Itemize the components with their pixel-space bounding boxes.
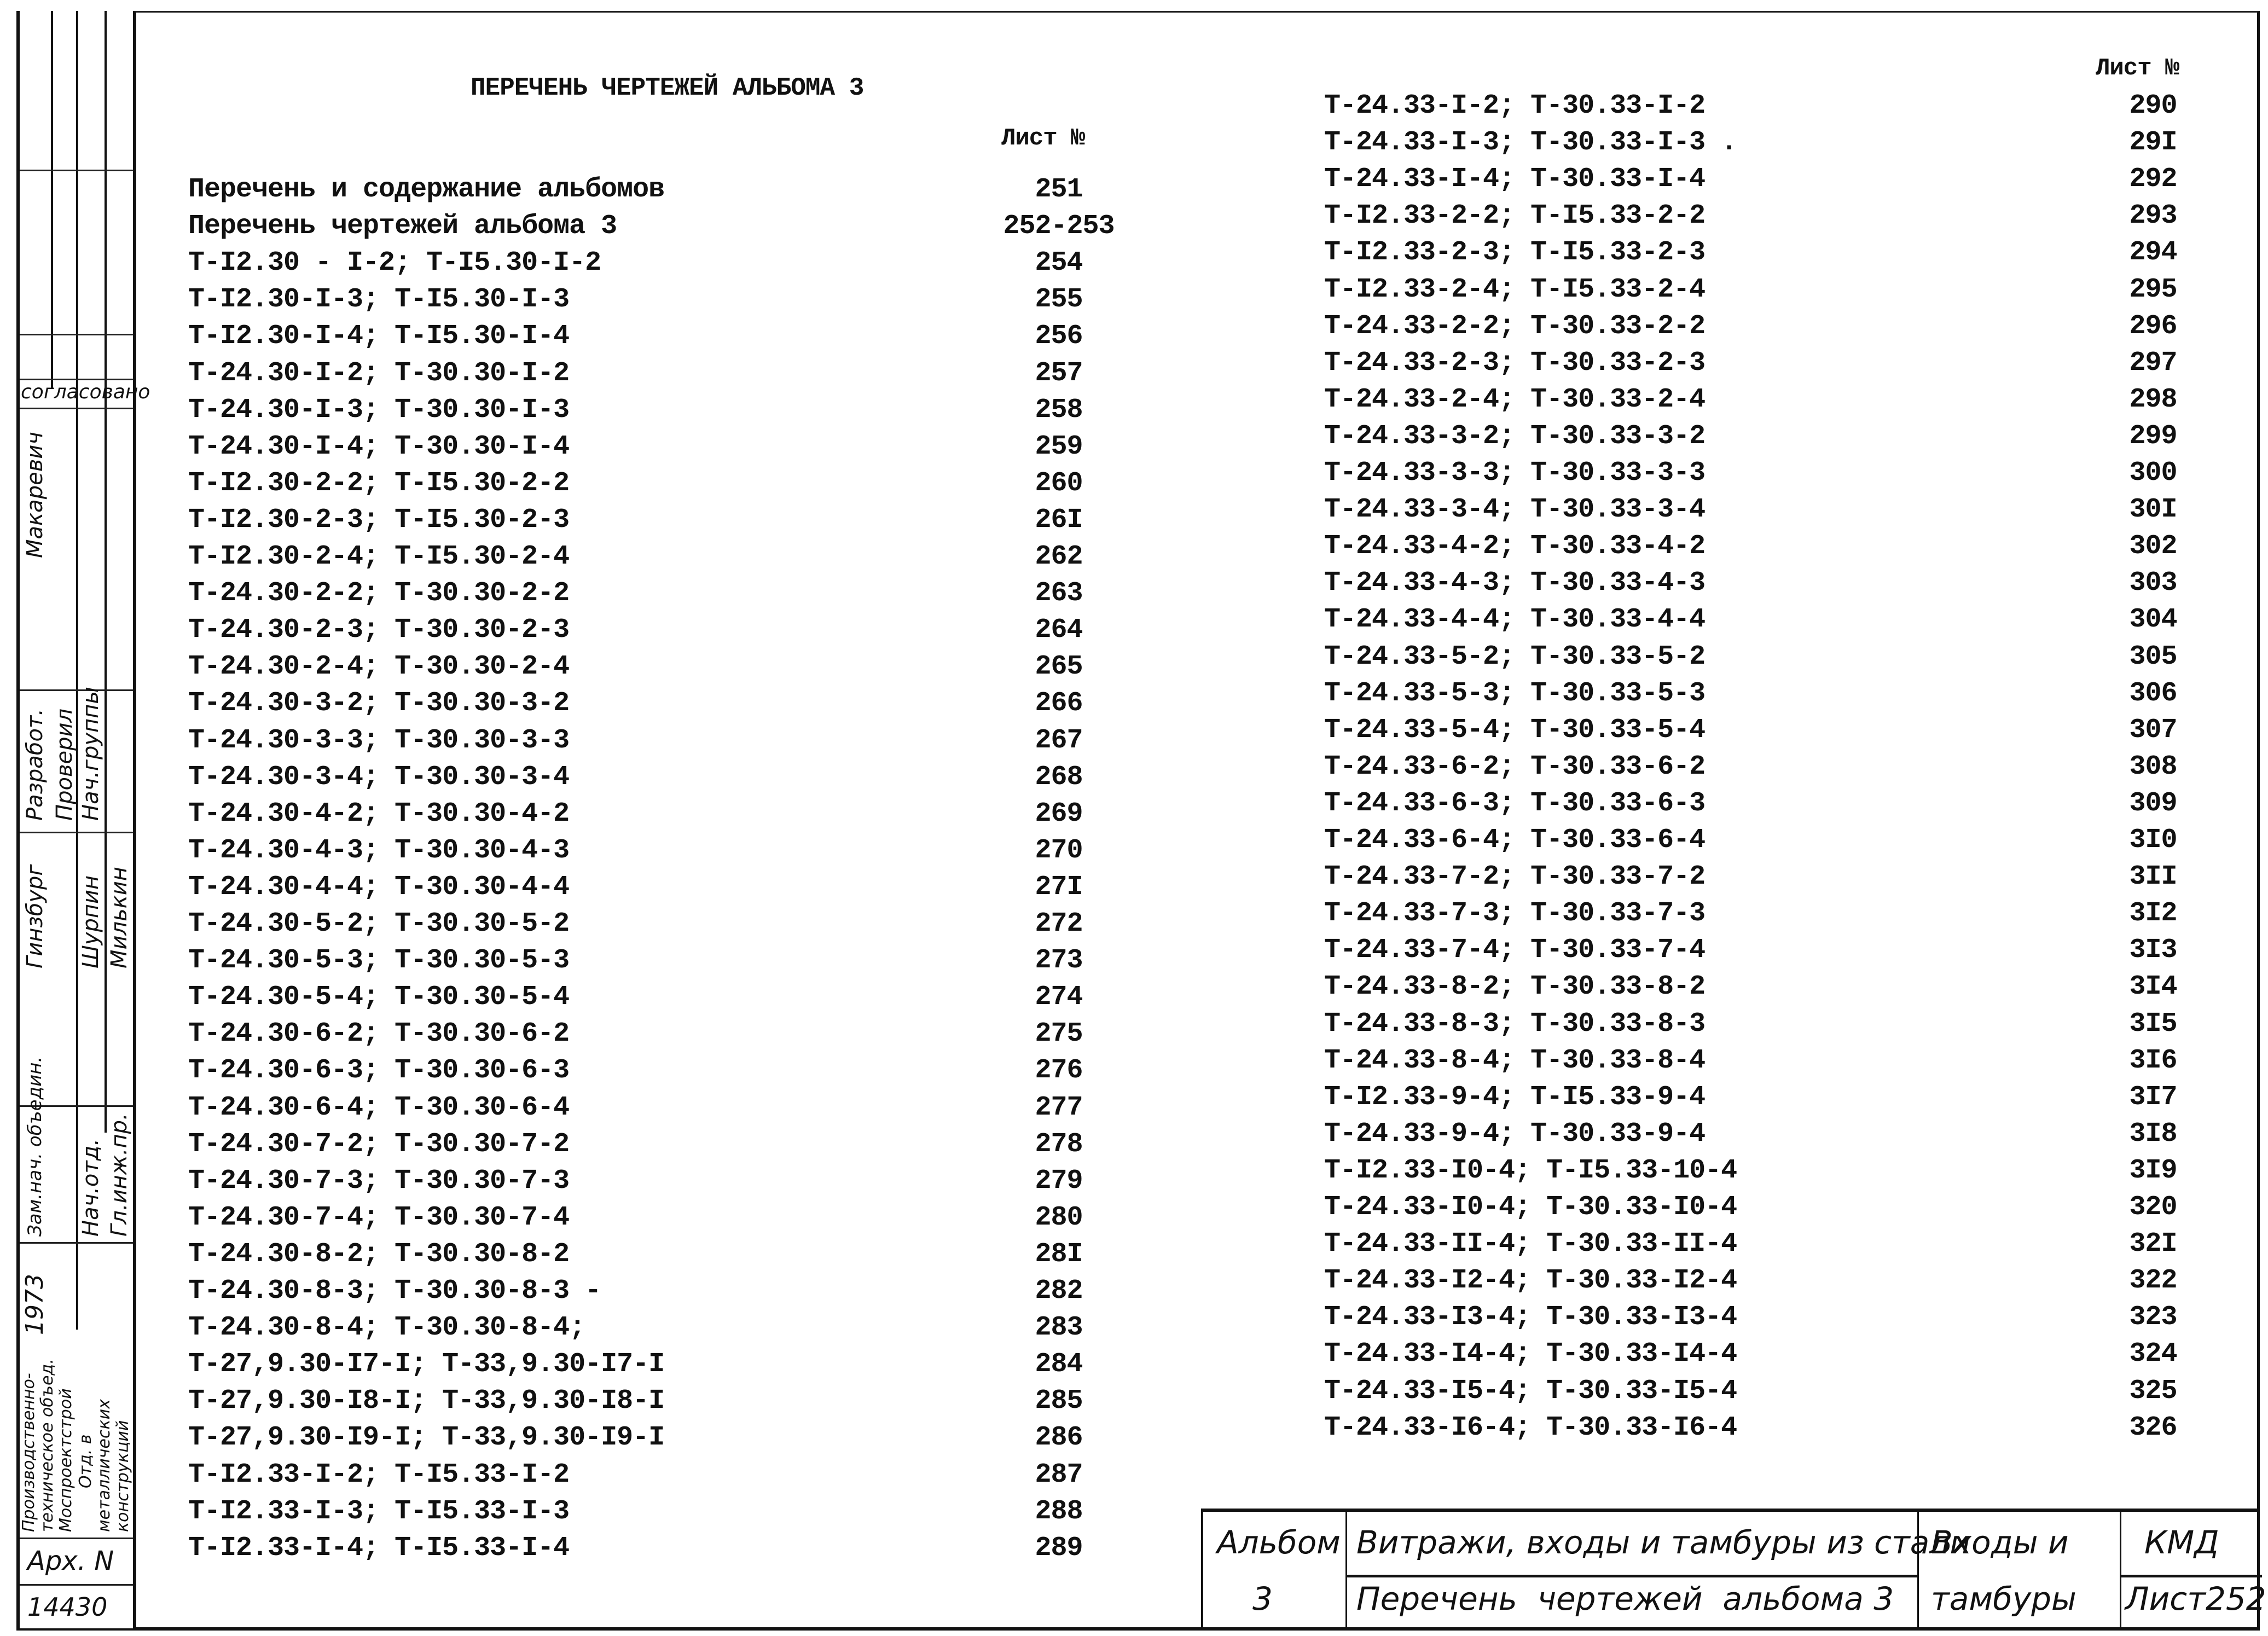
drawing-entry-sheet: 306 bbox=[2129, 677, 2177, 709]
drawing-entry-name: Т-24.33-I-3; Т-30.33-I-3 . bbox=[1324, 127, 1737, 159]
drawing-entry-sheet: 3I0 bbox=[2129, 825, 2177, 856]
divider bbox=[20, 379, 135, 380]
drawing-entry-name: Перечень и содержание альбомов bbox=[188, 174, 665, 205]
drawing-entry-sheet: 323 bbox=[2129, 1302, 2177, 1333]
org-line: Моспроектстрой bbox=[56, 1388, 76, 1532]
drawing-entry-name: Т-24.33-5-4; Т-30.33-5-4 bbox=[1324, 714, 1706, 746]
drawing-entry-name: Т-I2.33-I-4; Т-I5.33-I-4 bbox=[188, 1532, 570, 1564]
drawing-entry-sheet: 285 bbox=[1035, 1385, 1083, 1417]
dept-line: Отд. в bbox=[76, 1434, 95, 1488]
drawing-entry-name: Т-27,9.30-I9-I; Т-33,9.30-I9-I bbox=[188, 1422, 665, 1454]
drawing-entry-name: Т-24.30-2-4; Т-30.30-2-4 bbox=[188, 651, 570, 683]
drawing-entry-name: Т-24.30-3-3; Т-30.30-3-3 bbox=[188, 724, 570, 756]
drawing-entry-name: Т-24.30-7-2; Т-30.30-7-2 bbox=[188, 1128, 570, 1160]
drawing-entry-name: Т-I2.30-2-4; Т-I5.30-2-4 bbox=[188, 541, 570, 572]
drawing-entry-name: Т-24.30-8-2; Т-30.30-8-2 bbox=[188, 1238, 570, 1270]
drawing-entry-name: Т-24.33-4-4; Т-30.33-4-4 bbox=[1324, 604, 1706, 636]
drawing-entry-sheet: 267 bbox=[1035, 724, 1083, 756]
drawing-entry-name: Т-24.33-II-4; Т-30.33-II-4 bbox=[1324, 1228, 1737, 1260]
drawing-entry-sheet: 252-253 bbox=[1003, 211, 1115, 242]
drawing-entry-name: Т-I2.30-I-4; Т-I5.30-I-4 bbox=[188, 321, 570, 352]
drawing-entry-sheet: 298 bbox=[2129, 384, 2177, 415]
divider bbox=[1345, 1575, 1917, 1577]
drawing-entry-name: Т-24.30-2-2; Т-30.30-2-2 bbox=[188, 578, 570, 610]
name: Милькин bbox=[107, 867, 132, 968]
drawing-entry-sheet: 3I2 bbox=[2129, 898, 2177, 930]
divider bbox=[20, 832, 135, 833]
drawing-entry-sheet: 265 bbox=[1035, 651, 1083, 683]
year: 1973 bbox=[21, 1274, 49, 1335]
drawing-entry-name: Т-24.33-7-2; Т-30.33-7-2 bbox=[1324, 861, 1706, 893]
sheet-title: Перечень чертежей альбома 3 bbox=[1356, 1580, 1894, 1617]
drawing-entry-name: Т-24.33-I3-4; Т-30.33-I3-4 bbox=[1324, 1302, 1737, 1333]
drawing-entry-sheet: 279 bbox=[1035, 1165, 1083, 1197]
drawing-entry-sheet: 324 bbox=[2129, 1338, 2177, 1370]
drawing-entry-name: Т-24.33-I4-4; Т-30.33-I4-4 bbox=[1324, 1338, 1737, 1370]
series-title: Витражи, входы и тамбуры из стали bbox=[1356, 1524, 1971, 1561]
drawing-entry-sheet: 269 bbox=[1035, 798, 1083, 829]
drawing-entry-name: Т-24.33-I6-4; Т-30.33-I6-4 bbox=[1324, 1412, 1737, 1443]
divider bbox=[20, 408, 135, 409]
drawing-entry-name: Перечень чертежей альбома 3 bbox=[188, 211, 617, 242]
drawing-entry-name: Т-24.30-7-4; Т-30.30-7-4 bbox=[188, 1202, 570, 1233]
drawing-entry-name: Т-I2.30-I-3; Т-I5.30-I-3 bbox=[188, 284, 570, 316]
drawing-entry-name: Т-24.30-I-3; Т-30.30-I-3 bbox=[188, 394, 570, 426]
drawing-entry-sheet: 3I9 bbox=[2129, 1155, 2177, 1186]
drawing-entry-sheet: 299 bbox=[2129, 420, 2177, 452]
divider bbox=[2120, 1512, 2121, 1631]
drawing-entry-name: Т-24.33-6-4; Т-30.33-6-4 bbox=[1324, 825, 1706, 856]
drawing-entry-sheet: 273 bbox=[1035, 945, 1083, 977]
drawing-entry-sheet: 280 bbox=[1035, 1202, 1083, 1233]
album-label: Альбом bbox=[1217, 1524, 1341, 1561]
drawing-entry-name: Т-24.30-5-4; Т-30.30-5-4 bbox=[188, 982, 570, 1013]
drawing-entry-name: Т-24.33-8-2; Т-30.33-8-2 bbox=[1324, 971, 1706, 1003]
drawing-entry-sheet: 30I bbox=[2129, 494, 2177, 526]
drawing-entry-sheet: 290 bbox=[2129, 90, 2177, 121]
drawing-entry-name: Т-24.33-6-2; Т-30.33-6-2 bbox=[1324, 751, 1706, 782]
drawing-entry-sheet: 264 bbox=[1035, 614, 1083, 646]
drawing-entry-name: Т-I2.30 - I-2; Т-I5.30-I-2 bbox=[188, 247, 601, 279]
role2: Нач.отд. bbox=[78, 1138, 103, 1237]
drawing-entry-sheet: 284 bbox=[1035, 1349, 1083, 1380]
drawing-entry-name: Т-24.33-I-4; Т-30.33-I-4 bbox=[1324, 164, 1706, 195]
drawing-entry-sheet: 309 bbox=[2129, 787, 2177, 819]
drawing-entry-name: Т-24.30-4-2; Т-30.30-4-2 bbox=[188, 798, 570, 829]
drawing-entry-sheet: 3I4 bbox=[2129, 971, 2177, 1003]
drawing-entry-sheet: 256 bbox=[1035, 321, 1083, 352]
drawing-entry-sheet: 282 bbox=[1035, 1275, 1083, 1307]
divider bbox=[20, 334, 135, 335]
drawing-entry-sheet: 276 bbox=[1035, 1055, 1083, 1087]
drawing-entry-sheet: 278 bbox=[1035, 1128, 1083, 1160]
drawing-entry-name: Т-24.30-3-4; Т-30.30-3-4 bbox=[188, 761, 570, 793]
drawing-entry-name: Т-24.33-3-3; Т-30.33-3-3 bbox=[1324, 457, 1706, 489]
drawing-entry-name: Т-24.30-I-4; Т-30.30-I-4 bbox=[188, 431, 570, 462]
drawing-entry-name: Т-24.30-8-3; Т-30.30-8-3 - bbox=[188, 1275, 601, 1307]
side-stamp bbox=[16, 11, 150, 1631]
drawing-entry-name: Т-24.33-2-3; Т-30.33-2-3 bbox=[1324, 347, 1706, 379]
drawing-entry-name: Т-27,9.30-I8-I; Т-33,9.30-I8-I bbox=[188, 1385, 665, 1417]
drawing-entry-name: Т-24.30-3-2; Т-30.30-3-2 bbox=[188, 688, 570, 720]
page-title: ПЕРЕЧЕНЬ ЧЕРТЕЖЕЙ АЛЬБОМА 3 bbox=[471, 74, 864, 102]
drawing-entry-sheet: 3I5 bbox=[2129, 1008, 2177, 1040]
drawing-entry-name: Т-24.33-3-4; Т-30.33-3-4 bbox=[1324, 494, 1706, 526]
drawing-entry-name: Т-I2.33-2-3; Т-I5.33-2-3 bbox=[1324, 237, 1706, 269]
drawing-entry-name: Т-24.33-I5-4; Т-30.33-I5-4 bbox=[1324, 1375, 1737, 1407]
drawing-entry-sheet: 262 bbox=[1035, 541, 1083, 572]
drawing-entry-name: Т-I2.33-I0-4; Т-I5.33-10-4 bbox=[1324, 1155, 1737, 1186]
drawing-entry-sheet: 275 bbox=[1035, 1018, 1083, 1050]
drawing-entry-sheet: 293 bbox=[2129, 200, 2177, 232]
drawing-entry-name: Т-24.33-5-2; Т-30.33-5-2 bbox=[1324, 641, 1706, 672]
drawing-entry-sheet: 3I6 bbox=[2129, 1045, 2177, 1076]
drawing-entry-name: Т-24.30-4-4; Т-30.30-4-4 bbox=[188, 871, 570, 903]
drawing-entry-name: Т-I2.33-2-2; Т-I5.33-2-2 bbox=[1324, 200, 1706, 232]
drawing-entry-sheet: 289 bbox=[1035, 1532, 1083, 1564]
dept-line: металлических bbox=[95, 1399, 114, 1532]
role2: Гл.инж.пр. bbox=[107, 1113, 132, 1237]
drawing-entry-name: Т-I2.30-2-2; Т-I5.30-2-2 bbox=[188, 467, 570, 499]
drawing-entry-sheet: 294 bbox=[2129, 237, 2177, 269]
drawing-entry-name: Т-24.30-4-3; Т-30.30-4-3 bbox=[188, 834, 570, 866]
drawing-entry-sheet: 3II bbox=[2129, 861, 2177, 893]
sheet-header-right: Лист № bbox=[2096, 55, 2179, 82]
drawing-entry-sheet: 286 bbox=[1035, 1422, 1083, 1454]
divider bbox=[51, 11, 53, 388]
archive-number: 14430 bbox=[27, 1592, 108, 1622]
drawing-entry-name: Т-I2.33-9-4; Т-I5.33-9-4 bbox=[1324, 1081, 1706, 1113]
drawing-entry-sheet: 32I bbox=[2129, 1228, 2177, 1260]
signer: Макаревич bbox=[22, 432, 48, 558]
drawing-entry-sheet: 257 bbox=[1035, 357, 1083, 389]
divider bbox=[20, 170, 135, 171]
drawing-entry-name: Т-24.33-5-3; Т-30.33-5-3 bbox=[1324, 677, 1706, 709]
name: Гинзбург bbox=[22, 864, 48, 968]
drawing-entry-sheet: 272 bbox=[1035, 908, 1083, 939]
drawing-entry-sheet: 325 bbox=[2129, 1375, 2177, 1407]
drawing-entry-name: Т-I2.30-2-3; Т-I5.30-2-3 bbox=[188, 504, 570, 536]
drawing-entry-sheet: 307 bbox=[2129, 714, 2177, 746]
divider bbox=[2120, 1575, 2262, 1577]
archive-label: Арх. N bbox=[27, 1546, 114, 1576]
drawing-entry-sheet: 260 bbox=[1035, 467, 1083, 499]
role2: Зам.нач. объедин. bbox=[24, 1056, 46, 1237]
drawing-entry-name: Т-27,9.30-I7-I; Т-33,9.30-I7-I bbox=[188, 1349, 665, 1380]
drawing-entry-sheet: 268 bbox=[1035, 761, 1083, 793]
drawing-entry-name: Т-24.33-I-2; Т-30.33-I-2 bbox=[1324, 90, 1706, 121]
drawing-entry-name: Т-24.33-7-4; Т-30.33-7-4 bbox=[1324, 935, 1706, 966]
divider bbox=[1345, 1512, 1347, 1631]
drawing-entry-sheet: 296 bbox=[2129, 310, 2177, 342]
section-line1: Входы и bbox=[1931, 1524, 2069, 1561]
drawing-entry-sheet: 270 bbox=[1035, 834, 1083, 866]
drawing-entry-name: Т-24.30-6-3; Т-30.30-6-3 bbox=[188, 1055, 570, 1087]
drawing-entry-name: Т-24.30-6-2; Т-30.30-6-2 bbox=[188, 1018, 570, 1050]
role: Проверил bbox=[52, 708, 77, 821]
drawing-entry-sheet: 254 bbox=[1035, 247, 1083, 279]
dept-line: конструкций bbox=[113, 1420, 132, 1532]
org-line: техническое объед. bbox=[38, 1359, 57, 1532]
drawing-entry-name: Т-I2.33-2-4; Т-I5.33-2-4 bbox=[1324, 274, 1706, 305]
drawing-entry-sheet: 304 bbox=[2129, 604, 2177, 636]
drawing-entry-sheet: 322 bbox=[2129, 1265, 2177, 1297]
drawing-entry-name: Т-24.30-5-3; Т-30.30-5-3 bbox=[188, 945, 570, 977]
drawing-entry-sheet: 274 bbox=[1035, 982, 1083, 1013]
drawing-entry-sheet: 287 bbox=[1035, 1459, 1083, 1490]
divider bbox=[20, 689, 135, 691]
drawing-entry-sheet: 258 bbox=[1035, 394, 1083, 426]
album-number: 3 bbox=[1252, 1580, 1273, 1617]
drawing-entry-sheet: 300 bbox=[2129, 457, 2177, 489]
drawing-entry-name: Т-24.33-7-3; Т-30.33-7-3 bbox=[1324, 898, 1706, 930]
role: Разработ. bbox=[22, 709, 48, 821]
drawing-entry-sheet: 3I3 bbox=[2129, 935, 2177, 966]
drawing-entry-sheet: 308 bbox=[2129, 751, 2177, 782]
divider bbox=[20, 1242, 135, 1244]
drawing-entry-sheet: 255 bbox=[1035, 284, 1083, 316]
title-block bbox=[1201, 1509, 2266, 1631]
drawing-entry-sheet: 292 bbox=[2129, 164, 2177, 195]
drawing-entry-name: Т-24.33-3-2; Т-30.33-3-2 bbox=[1324, 420, 1706, 452]
drawing-entry-name: Т-24.33-4-2; Т-30.33-4-2 bbox=[1324, 531, 1706, 562]
drawing-entry-sheet: 297 bbox=[2129, 347, 2177, 379]
drawing-entry-sheet: 3I7 bbox=[2129, 1081, 2177, 1113]
section-line2: тамбуры bbox=[1931, 1580, 2076, 1617]
drawing-entry-sheet: 277 bbox=[1035, 1092, 1083, 1123]
drawing-entry-name: Т-24.30-I-2; Т-30.30-I-2 bbox=[188, 357, 570, 389]
divider bbox=[20, 1584, 135, 1586]
drawing-entry-name: Т-24.33-8-3; Т-30.33-8-3 bbox=[1324, 1008, 1706, 1040]
drawing-entry-sheet: 303 bbox=[2129, 567, 2177, 599]
divider bbox=[76, 11, 78, 1330]
drawing-entry-sheet: 27I bbox=[1035, 871, 1083, 903]
agreed-label: согласовано bbox=[21, 381, 150, 403]
drawing-entry-sheet: 288 bbox=[1035, 1495, 1083, 1527]
divider bbox=[20, 1538, 135, 1539]
drawing-entry-name: Т-24.33-I0-4; Т-30.33-I0-4 bbox=[1324, 1192, 1737, 1223]
drawing-entry-name: Т-I2.33-I-3; Т-I5.33-I-3 bbox=[188, 1495, 570, 1527]
drawing-entry-name: Т-24.33-8-4; Т-30.33-8-4 bbox=[1324, 1045, 1706, 1076]
mark: КМД bbox=[2144, 1524, 2219, 1561]
drawing-entry-sheet: 29I bbox=[2129, 127, 2177, 159]
drawing-entry-sheet: 251 bbox=[1035, 174, 1083, 205]
drawing-entry-name: Т-I2.33-I-2; Т-I5.33-I-2 bbox=[188, 1459, 570, 1490]
drawing-entry-sheet: 26I bbox=[1035, 504, 1083, 536]
drawing-entry-sheet: 305 bbox=[2129, 641, 2177, 672]
drawing-entry-name: Т-24.33-2-4; Т-30.33-2-4 bbox=[1324, 384, 1706, 415]
drawing-entry-name: Т-24.30-7-3; Т-30.30-7-3 bbox=[188, 1165, 570, 1197]
org-line: Производственно- bbox=[19, 1373, 38, 1532]
drawing-entry-sheet: 302 bbox=[2129, 531, 2177, 562]
role: Нач.группы bbox=[78, 687, 103, 821]
drawing-entry-name: Т-24.30-2-3; Т-30.30-2-3 bbox=[188, 614, 570, 646]
sheet-number: Лист252 bbox=[2125, 1580, 2266, 1617]
drawing-entry-sheet: 28I bbox=[1035, 1238, 1083, 1270]
drawing-entry-sheet: 295 bbox=[2129, 274, 2177, 305]
drawing-entry-sheet: 3I8 bbox=[2129, 1118, 2177, 1150]
drawing-entry-sheet: 283 bbox=[1035, 1312, 1083, 1344]
drawing-entry-name: Т-24.33-4-3; Т-30.33-4-3 bbox=[1324, 567, 1706, 599]
drawing-entry-sheet: 320 bbox=[2129, 1192, 2177, 1223]
drawing-entry-sheet: 259 bbox=[1035, 431, 1083, 462]
drawing-entry-sheet: 326 bbox=[2129, 1412, 2177, 1443]
drawing-entry-name: Т-24.30-6-4; Т-30.30-6-4 bbox=[188, 1092, 570, 1123]
drawing-entry-sheet: 266 bbox=[1035, 688, 1083, 720]
drawing-entry-name: Т-24.30-8-4; Т-30.30-8-4; bbox=[188, 1312, 585, 1344]
drawing-entry-name: Т-24.33-6-3; Т-30.33-6-3 bbox=[1324, 787, 1706, 819]
drawing-entry-name: Т-24.33-2-2; Т-30.33-2-2 bbox=[1324, 310, 1706, 342]
drawing-entry-sheet: 263 bbox=[1035, 578, 1083, 610]
drawing-entry-name: Т-24.33-9-4; Т-30.33-9-4 bbox=[1324, 1118, 1706, 1150]
drawing-entry-name: Т-24.30-5-2; Т-30.30-5-2 bbox=[188, 908, 570, 939]
sheet-header-left: Лист № bbox=[1001, 125, 1085, 152]
name: Шурпин bbox=[78, 875, 103, 968]
drawing-entry-name: Т-24.33-I2-4; Т-30.33-I2-4 bbox=[1324, 1265, 1737, 1297]
